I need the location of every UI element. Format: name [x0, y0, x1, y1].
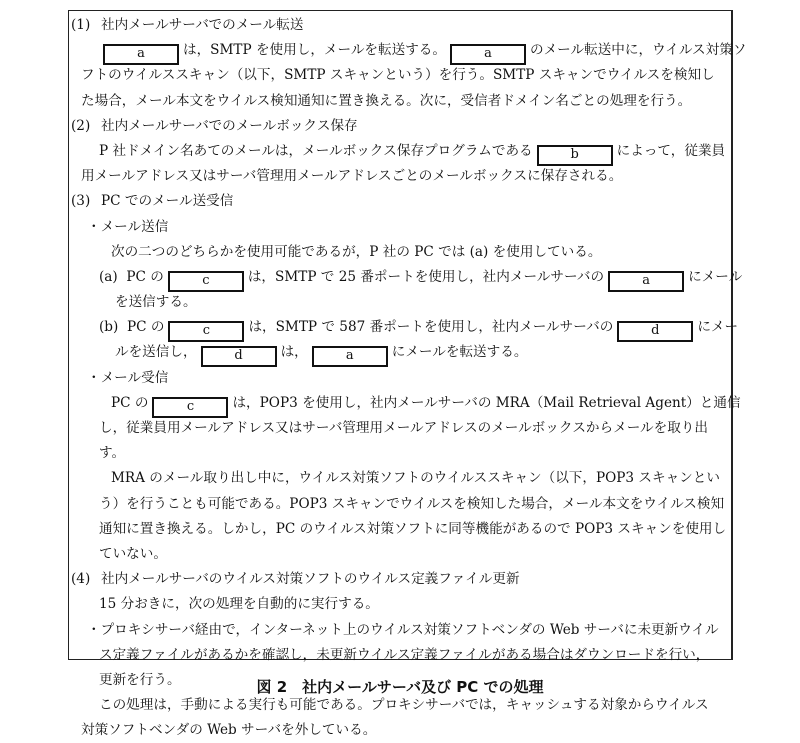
blank-c: c: [168, 271, 244, 292]
text: は，POP3 を使用し，社内メールサーバの MRA（Mail Retrieval Agent）と通信: [232, 394, 741, 411]
section-title: 社内メールサーバでのメール転送: [101, 17, 304, 33]
text-line: 更新を行う。: [99, 671, 181, 688]
option-label: (a): [99, 268, 118, 285]
text: は，SMTP で 25 番ポートを使用し，社内メールサーバの: [247, 268, 605, 285]
text: によって，従業員: [616, 142, 726, 159]
text-line: [71, 38, 747, 63]
text: は，: [280, 344, 308, 361]
text: PC の: [126, 268, 164, 285]
blank-c: c: [152, 397, 228, 418]
subheading-send: ・メール送信: [87, 218, 169, 235]
text: PC の: [111, 394, 149, 411]
section-4-heading: [71, 567, 723, 592]
option-b: [71, 315, 739, 340]
blank-c: c: [168, 321, 244, 342]
text-line: 用メールアドレス又はサーバ管理用メールアドレスごとのメールボックスに保存される。: [81, 168, 623, 185]
text-line: この処理は，手動による実行も可能である。プロキシサーバでは，キャッシュする対象からウイルス: [99, 697, 709, 714]
section-1-heading: [71, 13, 723, 38]
blank-d: d: [201, 346, 277, 367]
text-line: ・プロキシサーバ経由で，インターネット上のウイルス対策ソフトベンダの Web サーバに未更新ウイル: [87, 621, 719, 638]
text: は，SMTP を使用し，メールを転送する。: [183, 42, 446, 59]
subheading-receive: ・メール受信: [87, 369, 169, 386]
text-line: 対策ソフトベンダの Web サーバを外している。: [81, 722, 377, 739]
section-title: 社内メールサーバでのメールボックス保存: [101, 117, 358, 134]
text-line: [71, 139, 726, 164]
option-label: (b): [99, 319, 119, 336]
text: にメールを転送する。: [391, 344, 528, 361]
figure-caption: 図 2 社内メールサーバ及び PC での処理: [256, 678, 544, 696]
section-number: (3): [71, 193, 91, 210]
section-title: 社内メールサーバのウイルス対策ソフトのウイルス定義ファイル更新: [101, 571, 520, 588]
text: PC の: [126, 319, 165, 336]
section-2-heading: [71, 114, 723, 139]
blank-a: a: [450, 44, 526, 65]
text-line: を送信する。: [115, 294, 197, 311]
text-line: 15 分おきに，次の処理を自動的に実行する。: [99, 596, 379, 613]
text-line: う）を行うことも可能である。POP3 スキャンでウイルスを検知した場合，メール本文をウイルス検知: [99, 495, 725, 512]
text: P 社ドメイン名あてのメールは，メールボックス保存プログラムである: [99, 142, 533, 159]
text-line: フトのウイルススキャン（以下，SMTP スキャンという）を行う。SMTP スキャンでウイルスを検知し: [81, 67, 715, 84]
text-line: MRA のメール取り出し中に，ウイルス対策ソフトのウイルススキャン（以下，POP3 スキャンとい: [111, 470, 720, 487]
section-number: (4): [71, 571, 91, 588]
blank-d: d: [617, 321, 693, 342]
text-line: ス定義ファイルがあるかを確認し，未更新ウイルス定義ファイルがある場合はダウンロードを行い，: [99, 646, 710, 663]
text: ルを送信し，: [115, 344, 197, 361]
text-line: た場合，メール本文をウイルス検知通知に置き換える。次に，受信者ドメイン名ごとの処理を行う。: [81, 92, 692, 109]
section-title: PC でのメール送受信: [101, 193, 234, 210]
text-line: [71, 340, 723, 365]
text-line: す。: [99, 445, 126, 462]
blank-a: a: [103, 44, 179, 65]
text: のメール転送中に，ウイルス対策ソ: [530, 42, 747, 59]
text-line: し，従業員用メールアドレス又はサーバ管理用メールアドレスのメールボックスからメールを取り出: [99, 420, 708, 436]
blank-a: a: [312, 346, 388, 367]
text-line: [71, 391, 741, 416]
section-number: (1): [71, 17, 91, 33]
section-number: (2): [71, 117, 91, 134]
text-line: 通知に置き換える。しかし，PC のウイルス対策ソフトに同等機能があるので POP3 スキャンを使用し: [99, 520, 727, 537]
text-line: 次の二つのどちらかを使用可能であるが，P 社の PC では (a) を使用している。: [111, 243, 602, 260]
text: にメール: [688, 268, 743, 285]
section-3-heading: [71, 189, 723, 214]
blank-a: a: [608, 271, 684, 292]
text: は，SMTP で 587 番ポートを使用し，社内メールサーバの: [248, 319, 614, 336]
text: にメー: [697, 319, 739, 336]
option-a: [71, 265, 743, 290]
blank-b: b: [537, 145, 613, 166]
text-line: ていない。: [99, 545, 167, 562]
